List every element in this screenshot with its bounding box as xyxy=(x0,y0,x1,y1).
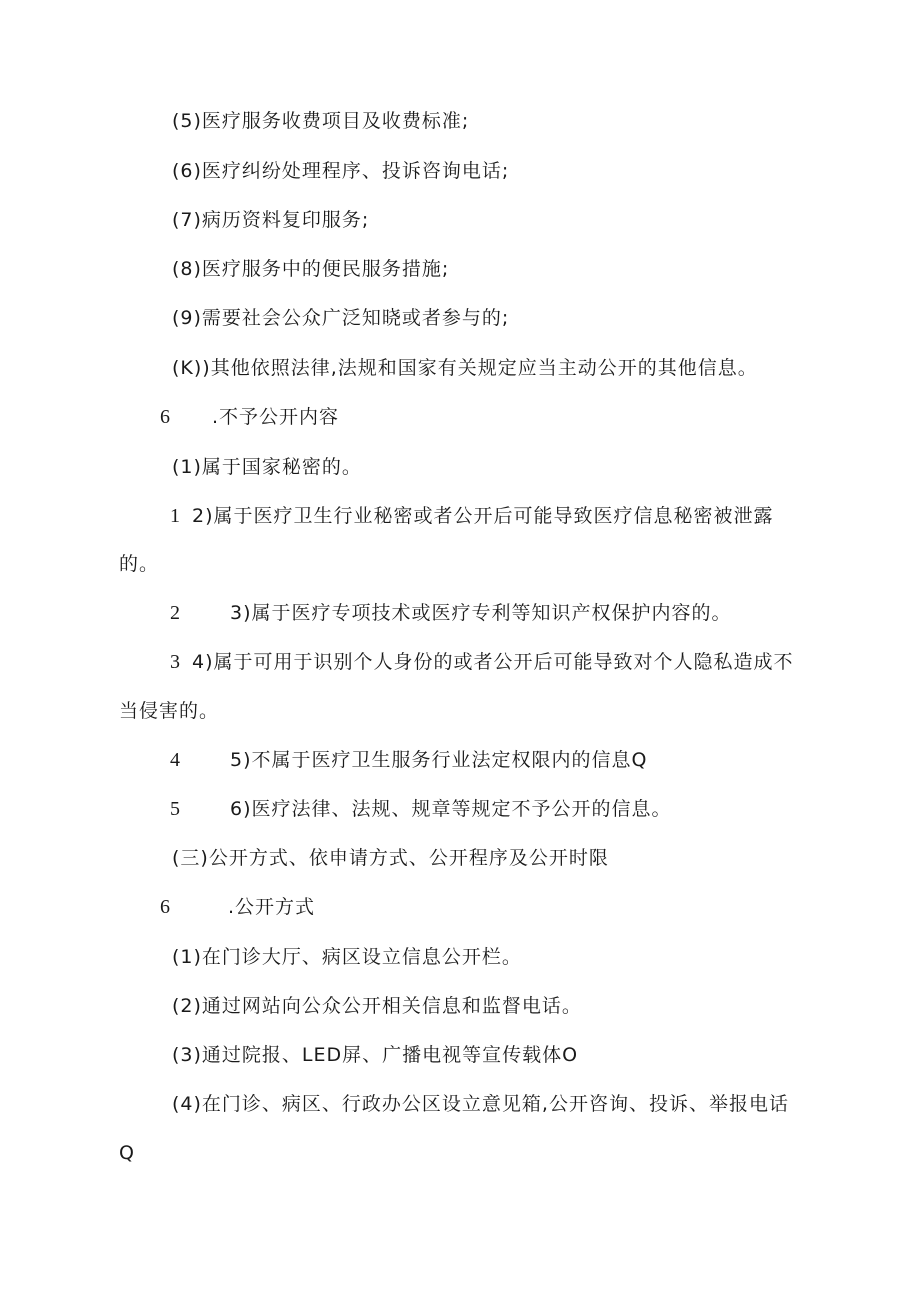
text-line: (6)医疗纠纷处理程序、投诉咨询电话; xyxy=(172,160,510,182)
list-number: 4 xyxy=(170,749,180,771)
text-line: 6)医疗法律、法规、规章等规定不予公开的信息。 xyxy=(230,798,672,820)
text-line: 当侵害的。 xyxy=(119,700,220,722)
text-line: 5)不属于医疗卫生服务行业法定权限内的信息Q xyxy=(230,749,648,771)
text-line: (1)在门诊大厅、病区设立信息公开栏。 xyxy=(172,946,522,968)
text-line: 的。 xyxy=(119,553,160,575)
text-line: (5)医疗服务收费项目及收费标准; xyxy=(172,110,470,132)
text-line: (7)病历资料复印服务; xyxy=(172,209,370,231)
text-line: 4)属于可用于识别个人身份的或者公开后可能导致对个人隐私造成不 xyxy=(192,651,794,673)
text-line: (2)通过网站向公众公开相关信息和监督电话。 xyxy=(172,995,582,1017)
text-line: (8)医疗服务中的便民服务措施; xyxy=(172,258,450,280)
text-line: (9)需要社会公众广泛知晓或者参与的; xyxy=(172,307,510,329)
section-heading: .不予公开内容 xyxy=(212,406,340,428)
text-line: 3)属于医疗专项技术或医疗专利等知识产权保护内容的。 xyxy=(230,602,732,624)
text-line: Q xyxy=(119,1142,135,1164)
text-line: (K))其他依照法律,法规和国家有关规定应当主动公开的其他信息。 xyxy=(172,357,758,379)
section-heading: (三)公开方式、依申请方式、公开程序及公开时限 xyxy=(172,847,609,869)
list-number: 1 xyxy=(170,505,180,527)
text-line: 2)属于医疗卫生行业秘密或者公开后可能导致医疗信息秘密被泄露 xyxy=(192,505,774,527)
list-number: 3 xyxy=(170,651,180,673)
text-line: (4)在门诊、病区、行政办公区设立意见箱,公开咨询、投诉、举报电话 xyxy=(172,1093,789,1115)
list-number: 2 xyxy=(170,602,180,624)
list-number: 5 xyxy=(170,798,180,820)
text-line: (3)通过院报、LED屏、广播电视等宣传载体O xyxy=(172,1044,579,1066)
section-heading: .公开方式 xyxy=(228,896,316,918)
section-number: 6 xyxy=(160,406,170,428)
section-number: 6 xyxy=(160,896,170,918)
text-line: (1)属于国家秘密的。 xyxy=(172,456,362,478)
